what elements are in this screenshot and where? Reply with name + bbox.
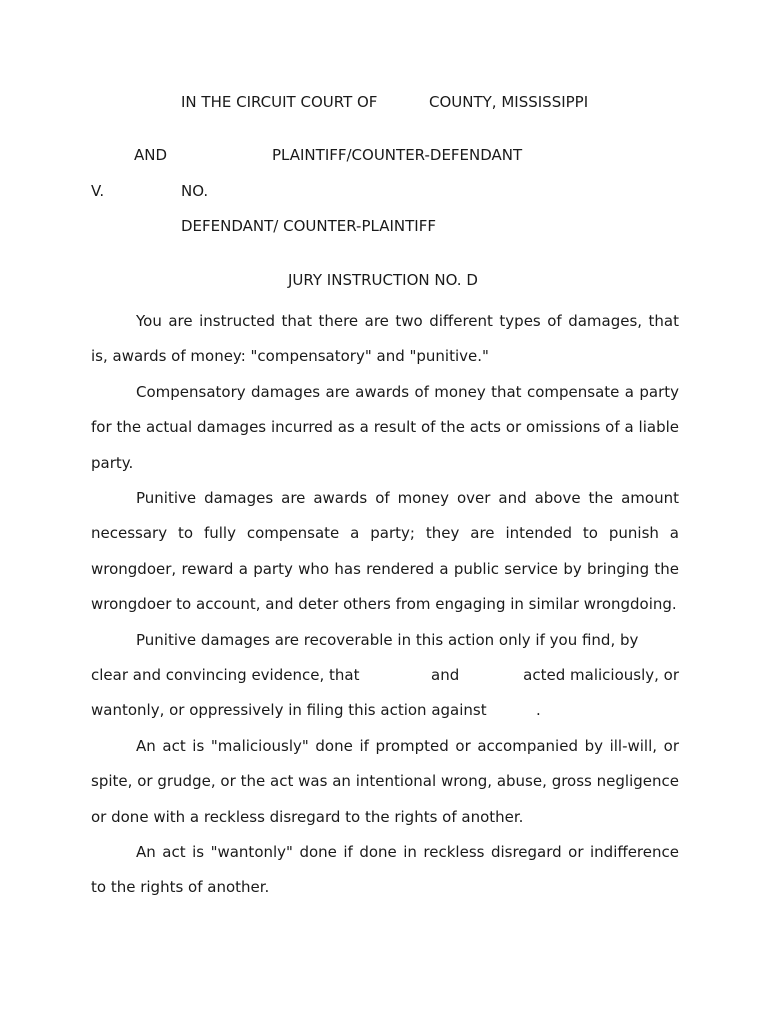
recoverable-line-2b: and bbox=[431, 666, 460, 685]
paragraph-punitive-recoverable bbox=[91, 623, 679, 729]
case-number-label: NO. bbox=[181, 182, 209, 200]
instruction-title: JURY INSTRUCTION NO. D bbox=[288, 271, 478, 289]
plaintiff-label: PLAINTIFF/COUNTER-DEFENDANT bbox=[272, 146, 523, 164]
recoverable-line-2a: clear and convincing evidence, that bbox=[91, 666, 360, 685]
and-label: AND bbox=[134, 146, 168, 164]
court-suffix: COUNTY, MISSISSIPPI bbox=[429, 93, 589, 111]
defendant-label: DEFENDANT/ COUNTER-PLAINTIFF bbox=[181, 217, 436, 235]
recoverable-line-2c: acted maliciously, or bbox=[523, 666, 679, 685]
paragraph-punitive-definition: Punitive damages are awards of money over and above the amount necessary to fully compensate a party; they are intended to punish a wrongdoer, reward a party who has rendered a public service by bringing the wrongdoer to account, and deter others from engaging in similar wrongdoing. bbox=[91, 489, 679, 614]
instruction-body bbox=[91, 304, 679, 906]
paragraph-damage-types: You are instructed that there are two different types of damages, that is, awards of money: "compensatory" and "punitive." bbox=[91, 312, 679, 366]
paragraph-compensatory: Compensatory damages are awards of money that compensate a party for the actual damages incurred as a result of the acts or omissions of a liable party. bbox=[91, 382, 679, 472]
versus-label: V. bbox=[91, 182, 105, 200]
recoverable-line-3: wantonly, or oppressively in filing this action against bbox=[91, 701, 487, 720]
recoverable-line-1: Punitive damages are recoverable in this action only if you find, by bbox=[136, 630, 639, 649]
paragraph-wantonly: An act is "wantonly" done if done in reckless disregard or indifference to the rights of another. bbox=[91, 843, 679, 897]
court-prefix: IN THE CIRCUIT COURT OF bbox=[181, 93, 378, 111]
paragraph-maliciously: An act is "maliciously" done if prompted or accompanied by ill-will, or spite, or grudge, or the act was an intentional wrong, abuse, gross negligence or done with a reckless disregard to the rights of another. bbox=[91, 736, 679, 826]
recoverable-line-3-end: . bbox=[536, 701, 541, 720]
